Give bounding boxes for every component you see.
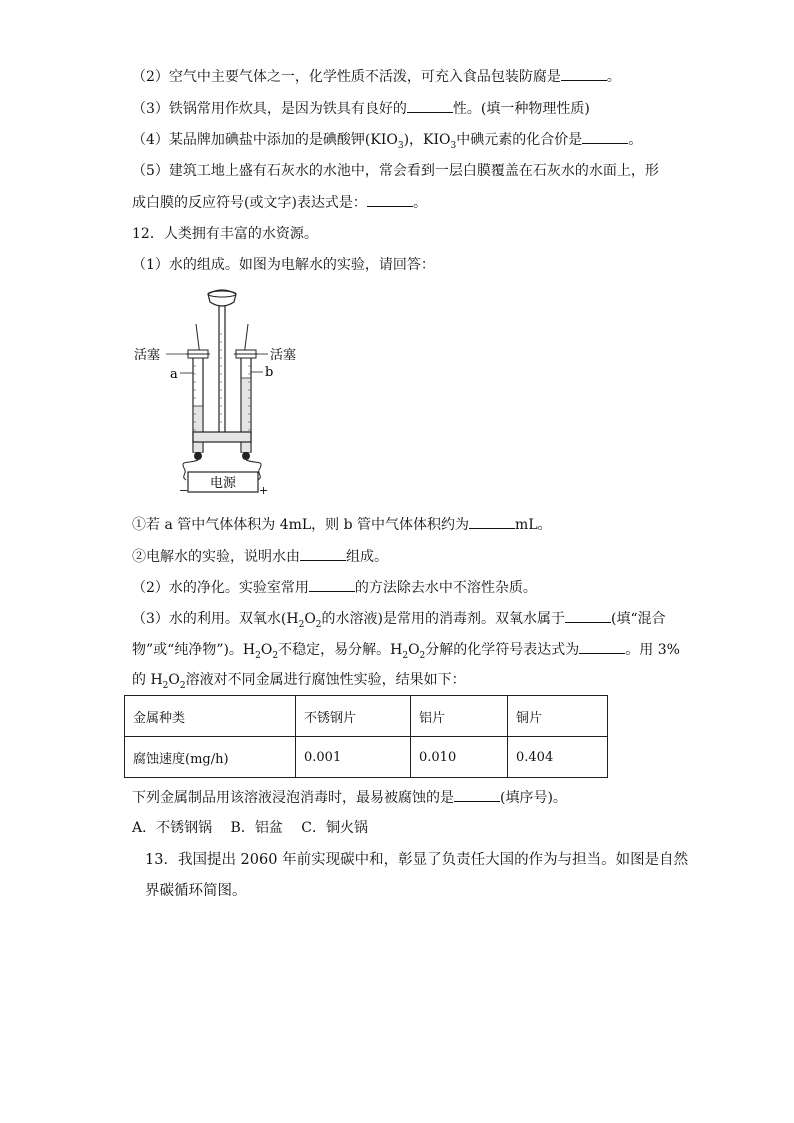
q11-part5-text2: 成白膜的反应符号(或文字)表达式是： — [132, 195, 367, 211]
q12-part3-text: (填“混合 — [611, 611, 666, 627]
q12-part3-text: 溶液对不同金属进行腐蚀性实验，结果如下： — [185, 672, 466, 688]
subscript: 2 — [402, 650, 409, 661]
q11-part4-text: （4）某品牌加碘盐中添加的是碘酸钾(KIO — [132, 132, 398, 148]
q12-part3-text: 的 H — [132, 672, 163, 688]
table-header-cell: 不锈钢片 — [296, 696, 411, 737]
subscript: 2 — [272, 650, 279, 661]
answer-blank[interactable] — [309, 578, 355, 592]
q12-options-text: A．不锈钢锅 B．铝盆 C．铜火锅 — [132, 820, 369, 836]
q12-part3-text: O — [260, 642, 273, 658]
table-row — [125, 737, 608, 778]
q12-part3-line2 — [132, 640, 680, 659]
q12-sub2-end: 组成。 — [346, 549, 388, 565]
answer-blank[interactable] — [582, 130, 628, 144]
electrode-positive — [242, 452, 250, 460]
table-header-cell: 铜片 — [508, 696, 608, 737]
q12-part3-text: 不稳定，易分解。H — [278, 642, 403, 658]
table-cell: 0.010 — [411, 737, 508, 778]
answer-blank[interactable] — [565, 609, 611, 623]
q12-part2-end: 的方法除去水中不溶性杂质。 — [354, 580, 537, 596]
answer-blank[interactable] — [300, 547, 346, 561]
q12-part3-line3 — [132, 671, 466, 689]
q12-sub1-text: ①若 a 管中气体体积为 4mL，则 b 管中气体体积约为 — [132, 517, 470, 533]
q11-part5-text: （5）建筑工地上盛有石灰水的水池中，常会看到一层白膜覆盖在石灰水的水面上，形 — [132, 163, 659, 179]
q12-after-table — [132, 788, 567, 807]
tube-a-label: a — [170, 367, 178, 382]
tube-b-label: b — [265, 365, 274, 380]
q12-sub2-text: ②电解水的实验，说明水由 — [132, 549, 300, 565]
positive-terminal: + — [259, 484, 269, 496]
subscript: 2 — [315, 619, 322, 630]
answer-blank[interactable] — [454, 788, 500, 802]
table-header-cell: 金属种类 — [125, 696, 296, 737]
q12-sub1-end: mL。 — [515, 517, 552, 533]
q12-part3-text: O — [168, 672, 180, 688]
q11-part4-text2: )，KIO — [403, 132, 451, 148]
q11-part5-line2 — [132, 193, 427, 212]
subscript: 2 — [179, 680, 186, 691]
q11-part2 — [132, 67, 621, 86]
right-valve-label: 活塞 — [270, 348, 297, 363]
connecting-pipe — [193, 432, 251, 442]
answer-blank[interactable] — [579, 640, 625, 654]
q12-options — [132, 819, 368, 837]
answer-blank[interactable] — [469, 515, 515, 529]
q12-part1-text: （1）水的组成。如图为电解水的实验，请回答： — [132, 257, 435, 273]
q11-part4 — [132, 130, 642, 149]
q13-text: 13．我国提出 2060 年前实现碳中和，彰显了负责任大国的作为与担当。如图是自然 — [145, 852, 689, 868]
q12-part3-text: （3）水的利用。双氧水(H — [132, 611, 299, 627]
q13-text: 界碳循环简图。 — [145, 883, 247, 899]
electrolysis-apparatus-diagram — [130, 284, 300, 496]
q11-part5-line1 — [132, 162, 659, 180]
answer-blank[interactable] — [367, 193, 413, 207]
electrode-negative — [194, 452, 202, 460]
q12-title-text: 12．人类拥有丰富的水资源。 — [132, 226, 318, 242]
subscript: 2 — [419, 650, 426, 661]
left-valve-label: 活塞 — [134, 348, 161, 363]
q12-part3-line1 — [132, 609, 666, 628]
table-cell: 腐蚀速度(mg/h) — [125, 737, 296, 778]
q12-title — [132, 225, 318, 243]
q11-part4-text3: 中碘元素的化合价是 — [456, 132, 583, 148]
table-cell: 0.001 — [296, 737, 411, 778]
q11-part3-text: （3）铁锅常用作炊具，是因为铁具有良好的 — [132, 101, 407, 117]
q11-part2-text: （2）空气中主要气体之一，化学性质不活泼，可充入食品包装防腐是 — [132, 69, 561, 85]
q12-after-table-end: (填序号)。 — [500, 790, 567, 806]
q12-sub2 — [132, 547, 388, 566]
subscript: 2 — [162, 680, 169, 691]
subscript: 3 — [450, 140, 457, 151]
corrosion-table — [124, 695, 608, 778]
subscript: 3 — [397, 140, 404, 151]
q12-after-table-text: 下列金属制品用该溶液浸泡消毒时，最易被腐蚀的是 — [132, 790, 454, 806]
q13-line2 — [145, 882, 247, 900]
table-header-cell: 铝片 — [411, 696, 508, 737]
subscript: 2 — [255, 650, 261, 661]
q12-part1 — [132, 256, 435, 274]
funnel-reservoir — [208, 290, 236, 306]
q11-part3-end: 性。(填一种物理性质) — [452, 101, 590, 117]
q12-part3-text: 的水溶液)是常用的消毒剂。双氧水属于 — [321, 611, 565, 627]
q12-part3-text: O — [408, 642, 420, 658]
answer-blank[interactable] — [561, 67, 607, 81]
table-header-row — [125, 696, 608, 737]
q11-part2-end: 。 — [606, 69, 621, 85]
negative-terminal: − — [179, 484, 189, 496]
q12-part3-text: 分解的化学符号表达式为 — [425, 642, 580, 658]
tube-a-water — [194, 406, 203, 452]
power-supply-label: 电源 — [209, 476, 237, 491]
q11-part5-end: 。 — [412, 195, 427, 211]
q12-sub1 — [132, 515, 552, 534]
table-cell: 0.404 — [508, 737, 608, 778]
q12-part2 — [132, 578, 537, 597]
q12-part3-text: 物”或“纯净物”)。H — [132, 642, 256, 658]
q13-line1 — [145, 851, 688, 869]
answer-blank[interactable] — [407, 99, 453, 113]
q11-part4-end: 。 — [628, 132, 643, 148]
q12-part2-text: （2）水的净化。实验室常用 — [132, 580, 309, 596]
q12-part3-text: O — [304, 611, 316, 627]
q11-part3 — [132, 99, 590, 118]
q12-part3-text: 。用 3% — [625, 642, 680, 658]
subscript: 2 — [298, 619, 305, 630]
